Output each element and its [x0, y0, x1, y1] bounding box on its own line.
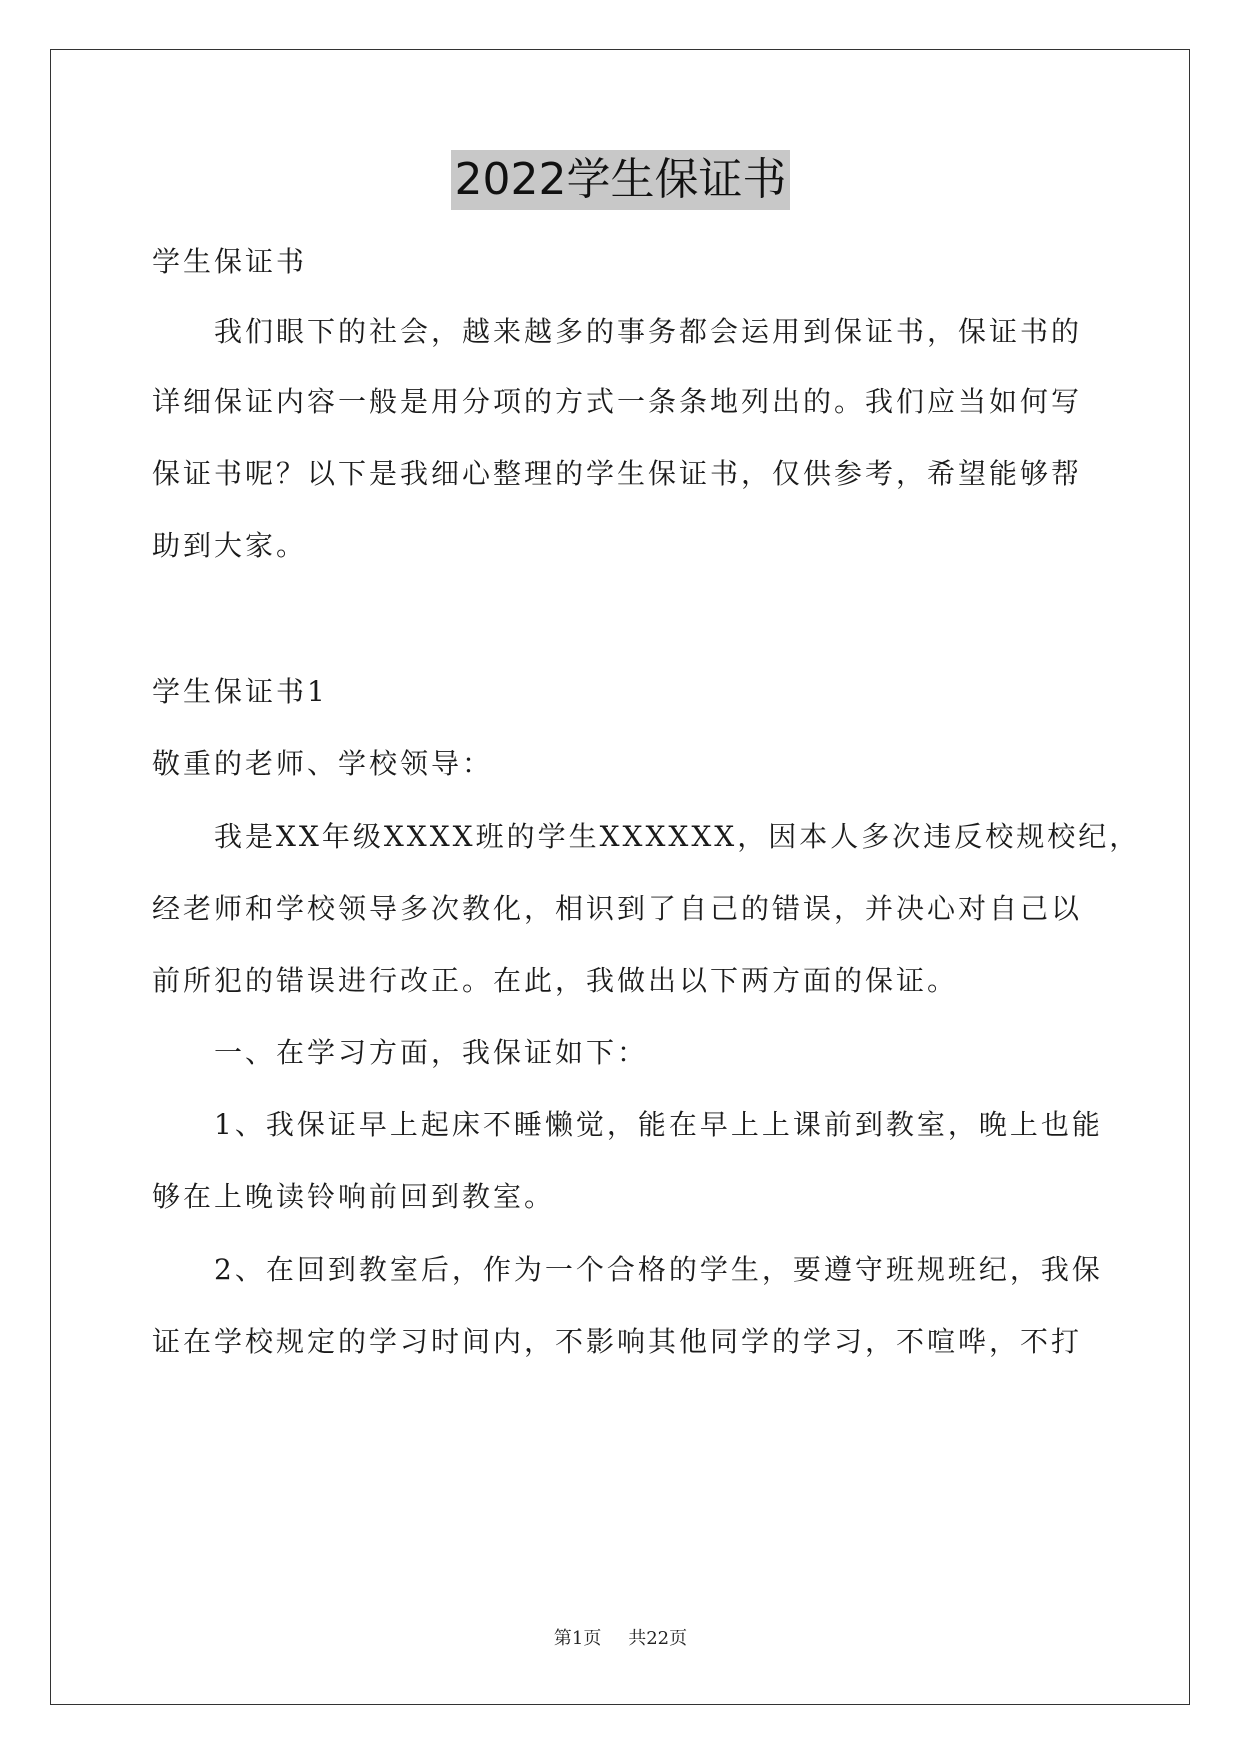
paragraph-line: 详细保证内容一般是用分项的方式一条条地列出的。我们应当如何写 — [152, 385, 1083, 418]
list-item-line: 1、我保证早上起床不睡懒觉，能在早上上课前到教室，晚上也能 — [214, 1108, 1103, 1141]
paragraph-line: 我是XX年级XXXX班的学生XXXXXX，因本人多次违反校规校纪， — [214, 820, 1141, 853]
list-item-line: 够在上晚读铃响前回到教室。 — [152, 1180, 556, 1213]
document-title: 2022学生保证书 — [451, 150, 791, 210]
list-item-line: 2、在回到教室后，作为一个合格的学生，要遵守班规班纪，我保 — [214, 1253, 1103, 1286]
section-heading: 学生保证书1 — [152, 675, 328, 708]
paragraph-line: 助到大家。 — [152, 529, 308, 562]
page-total: 共22页 — [628, 1628, 688, 1649]
page-number: 第1页 — [553, 1628, 602, 1649]
title-container — [0, 150, 1241, 210]
list-item-line: 证在学校规定的学习时间内，不影响其他同学的学习，不喧哗，不打 — [152, 1325, 1083, 1358]
salutation: 敬重的老师、学校领导： — [152, 747, 494, 780]
page-footer — [0, 1624, 1241, 1650]
section-heading: 学生保证书 — [152, 245, 308, 278]
paragraph-line: 我们眼下的社会，越来越多的事务都会运用到保证书，保证书的 — [214, 315, 1083, 348]
subsection-heading: 一、在学习方面，我保证如下： — [214, 1036, 649, 1069]
paragraph-line: 前所犯的错误进行改正。在此，我做出以下两方面的保证。 — [152, 964, 959, 997]
paragraph-line: 保证书呢？以下是我细心整理的学生保证书，仅供参考，希望能够帮 — [152, 457, 1083, 490]
paragraph-line: 经老师和学校领导多次教化，相识到了自己的错误，并决心对自己以 — [152, 892, 1083, 925]
page-border — [50, 49, 1190, 1705]
